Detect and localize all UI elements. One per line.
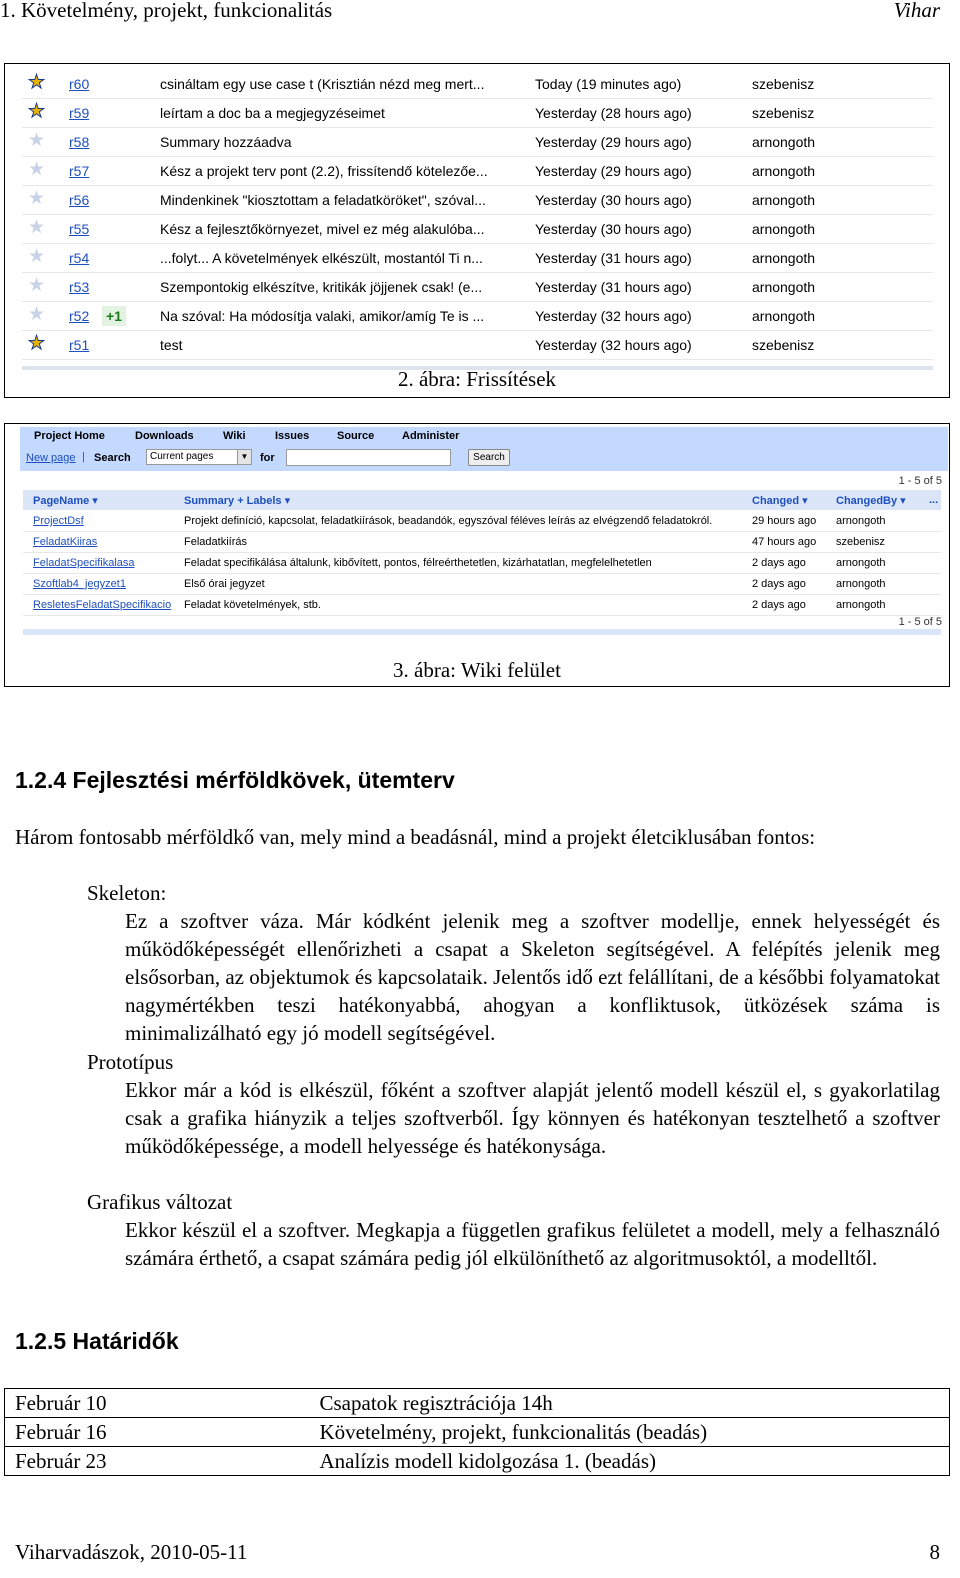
wiki-changed: 2 days ago bbox=[752, 599, 806, 611]
wiki-changed-by: arnongoth bbox=[836, 599, 886, 611]
revision-link[interactable]: r53 bbox=[69, 279, 90, 295]
update-row[interactable] bbox=[22, 331, 933, 360]
footer-team-date: Viharvadászok, 2010-05-11 bbox=[15, 1540, 248, 1564]
commit-message[interactable]: Szempontokig elkészítve, kritikák jöjjenek csak! (e... bbox=[160, 279, 483, 295]
revision-link[interactable]: r60 bbox=[69, 76, 90, 92]
col-changed[interactable]: Changed ▾ bbox=[752, 495, 808, 507]
wiki-changed: 29 hours ago bbox=[752, 515, 817, 527]
wiki-tabs-bar bbox=[20, 427, 948, 445]
wiki-changed: 2 days ago bbox=[752, 557, 806, 569]
milestone-term-graphic: Grafikus változat bbox=[87, 1190, 233, 1214]
wiki-page-link[interactable]: ProjectDsf bbox=[33, 515, 84, 527]
star-icon[interactable]: ★ bbox=[28, 217, 46, 238]
update-row[interactable] bbox=[22, 157, 933, 186]
revision-link[interactable]: r51 bbox=[69, 337, 90, 353]
commit-message[interactable]: leírtam a doc ba a megjegyzéseimet bbox=[160, 105, 385, 121]
commit-author: arnongoth bbox=[752, 308, 816, 324]
revision-link[interactable]: r52 bbox=[69, 308, 90, 324]
header-team: Vihar bbox=[893, 0, 940, 22]
wiki-page-link[interactable]: FeladatKiiras bbox=[33, 536, 98, 548]
commit-author: arnongoth bbox=[752, 250, 816, 266]
wiki-changed: 47 hours ago bbox=[752, 536, 817, 548]
update-row[interactable] bbox=[22, 99, 933, 128]
revision-link[interactable]: r57 bbox=[69, 163, 90, 179]
wiki-changed: 2 days ago bbox=[752, 578, 806, 590]
tab-issues[interactable]: Issues bbox=[275, 430, 310, 442]
for-label: for bbox=[260, 452, 275, 464]
commit-author: szebenisz bbox=[752, 337, 815, 353]
revision-link[interactable]: r58 bbox=[69, 134, 90, 150]
page-scope-select[interactable] bbox=[146, 449, 252, 465]
star-icon[interactable]: ★ bbox=[28, 304, 46, 325]
commit-author: arnongoth bbox=[752, 221, 816, 237]
tab-project-home[interactable]: Project Home bbox=[34, 430, 105, 442]
commit-message[interactable]: ...folyt... A követelmények elkészült, mostantól Ti n... bbox=[160, 250, 483, 266]
updates-list bbox=[22, 70, 933, 366]
commit-message[interactable]: Na szóval: Ha módosítja valaki, amikor/amíg Te is ... bbox=[160, 308, 485, 324]
wiki-page-summary: Feladat specifikálása általunk, kibővített, pontos, félreérthetetlen, kizárhatatlan, megfelelhetetlen bbox=[184, 557, 652, 569]
update-row[interactable] bbox=[22, 70, 933, 99]
result-count-bottom: 1 - 5 of 5 bbox=[898, 616, 942, 628]
commit-time: Yesterday (30 hours ago) bbox=[535, 192, 692, 208]
deadline-task: Csapatok regisztrációja 14h bbox=[310, 1389, 950, 1418]
wiki-search-bar bbox=[20, 445, 948, 471]
commit-time: Yesterday (28 hours ago) bbox=[535, 105, 692, 121]
deadline-task: Követelmény, projekt, funkcionalitás (beadás) bbox=[310, 1418, 950, 1447]
revision-link[interactable]: r56 bbox=[69, 192, 90, 208]
wiki-changed-by: arnongoth bbox=[836, 578, 886, 590]
wiki-screenshot bbox=[20, 427, 948, 635]
commit-author: szebenisz bbox=[752, 105, 815, 121]
tab-administer[interactable]: Administer bbox=[402, 430, 460, 442]
wiki-changed-by: arnongoth bbox=[836, 557, 886, 569]
star-icon[interactable]: ★ bbox=[28, 159, 46, 180]
separator: | bbox=[82, 451, 85, 463]
col-summary[interactable]: Summary + Labels ▾ bbox=[184, 495, 291, 507]
deadline-task: Analízis modell kidolgozása 1. (beadás) bbox=[310, 1447, 950, 1476]
star-icon[interactable]: ★ bbox=[28, 72, 46, 93]
tab-wiki[interactable]: Wiki bbox=[223, 430, 246, 442]
tab-downloads[interactable]: Downloads bbox=[135, 430, 194, 442]
table-row bbox=[5, 1418, 950, 1447]
star-icon[interactable]: ★ bbox=[28, 130, 46, 151]
commit-time: Yesterday (29 hours ago) bbox=[535, 134, 692, 150]
update-row[interactable] bbox=[22, 215, 933, 244]
col-pagename[interactable]: PageName ▾ bbox=[33, 495, 98, 507]
wiki-changed-by: szebenisz bbox=[836, 536, 885, 548]
star-icon[interactable]: ★ bbox=[28, 188, 46, 209]
wiki-page-summary: Feladat követelmények, stb. bbox=[184, 599, 321, 611]
commit-message[interactable]: Kész a fejlesztőkörnyezet, mivel ez még alakulóba... bbox=[160, 221, 485, 237]
header-title: 1. Követelmény, projekt, funkcionalitás bbox=[0, 0, 333, 22]
col-changedby[interactable]: ChangedBy ▾ bbox=[836, 495, 906, 507]
section-heading-milestones: 1.2.4 Fejlesztési mérföldkövek, ütemterv bbox=[15, 767, 455, 793]
milestone-term-prototype: Prototípus bbox=[87, 1050, 174, 1074]
update-row[interactable] bbox=[22, 186, 933, 215]
table-row bbox=[23, 574, 941, 595]
commit-author: arnongoth bbox=[752, 279, 816, 295]
commit-time: Today (19 minutes ago) bbox=[535, 76, 682, 92]
table-row bbox=[23, 511, 941, 532]
wiki-page-summary: Feladatkiírás bbox=[184, 536, 247, 548]
wiki-page-summary: Első órai jegyzet bbox=[184, 578, 265, 590]
tab-source[interactable]: Source bbox=[337, 430, 375, 442]
table-row bbox=[23, 532, 941, 553]
update-row[interactable] bbox=[22, 128, 933, 157]
revision-link[interactable]: r54 bbox=[69, 250, 90, 266]
page-scope-value: Current pages bbox=[150, 451, 214, 462]
star-icon[interactable]: ★ bbox=[28, 246, 46, 267]
milestone-term-skeleton: Skeleton: bbox=[87, 881, 167, 905]
commit-message[interactable]: test bbox=[160, 337, 183, 353]
commit-author: arnongoth bbox=[752, 163, 816, 179]
wiki-table-footer bbox=[23, 629, 941, 635]
commit-message[interactable]: csináltam egy use case t (Krisztián nézd meg mert... bbox=[160, 76, 485, 92]
vote-badge: +1 bbox=[102, 306, 126, 326]
commit-time: Yesterday (31 hours ago) bbox=[535, 279, 692, 295]
table-row bbox=[5, 1389, 950, 1418]
wiki-page-summary: Projekt definíció, kapcsolat, feladatkiírások, beadandók, egyszóval féléves leírás az elvégzendő feladatokról. bbox=[184, 515, 713, 527]
figure-caption-wiki: 3. ábra: Wiki felület bbox=[393, 658, 561, 682]
star-icon[interactable]: ★ bbox=[28, 275, 46, 296]
col-more[interactable]: ... bbox=[929, 494, 939, 506]
milestone-desc-graphic: Ekkor készül el a szoftver. Megkapja a független grafikus felületet a modell, mely a felhasználó számára érthető, a csapat számára pedig jól elkülöníthető az algoritmusoktól, a modelltől. bbox=[125, 1218, 940, 1270]
commit-message[interactable]: Mindenkinek "kiosztottam a feladatköröket", szóval... bbox=[160, 192, 486, 208]
commit-time: Yesterday (29 hours ago) bbox=[535, 163, 692, 179]
new-page-link[interactable]: New page bbox=[26, 452, 76, 464]
milestone-desc-prototype: Ekkor már a kód is elkészül, főként a szoftver alapját jelentő modell készül el, s gyakorlatilag csak a grafika hiányzik a teljes szoftverből. Így könnyen és hatékonyan tesztelhető a szoftver működőképessége, a modell helyessége és hatékonysága. bbox=[125, 1078, 940, 1158]
revision-link[interactable]: r59 bbox=[69, 105, 90, 121]
revision-link[interactable]: r55 bbox=[69, 221, 90, 237]
wiki-page-link[interactable]: Szoftlab4_jegyzet1 bbox=[33, 578, 126, 590]
table-row bbox=[23, 553, 941, 574]
star-icon[interactable]: ★ bbox=[28, 333, 46, 354]
figure-wiki bbox=[4, 423, 950, 687]
search-label: Search bbox=[94, 452, 131, 464]
milestones-intro: Három fontosabb mérföldkő van, mely mind a beadásnál, mind a projekt életciklusában fontos: bbox=[15, 825, 816, 849]
figure-caption-updates: 2. ábra: Frissítések bbox=[397, 367, 557, 391]
wiki-table-header bbox=[23, 490, 941, 510]
figure-updates bbox=[4, 63, 950, 398]
search-input[interactable] bbox=[286, 449, 451, 466]
wiki-page-link[interactable]: ResletesFeladatSpecifikacio bbox=[33, 599, 172, 611]
deadline-date: Február 23 bbox=[5, 1447, 310, 1476]
commit-message[interactable]: Summary hozzáadva bbox=[160, 134, 292, 150]
commit-time: Yesterday (32 hours ago) bbox=[535, 308, 692, 324]
wiki-page-link[interactable]: FeladatSpecifikalasa bbox=[33, 557, 135, 569]
deadlines-table bbox=[4, 1388, 950, 1476]
commit-author: arnongoth bbox=[752, 192, 816, 208]
wiki-changed-by: arnongoth bbox=[836, 515, 886, 527]
update-row[interactable] bbox=[22, 302, 933, 331]
result-count-top: 1 - 5 of 5 bbox=[898, 475, 942, 487]
table-row bbox=[23, 595, 941, 616]
section-heading-deadlines: 1.2.5 Határidők bbox=[15, 1328, 179, 1354]
page-number: 8 bbox=[929, 1540, 940, 1564]
deadline-date: Február 16 bbox=[5, 1418, 310, 1447]
milestone-desc-skeleton: Ez a szoftver váza. Már kódként jelenik meg a szoftver modellje, ennek helyességét és működőképességét ellenőrizheti a csapat a Skeleton segítségével. A felépítés jelenik meg elsősorban, az objektumok és kapcsolataik. Jelentős idő ezt felállítani, de a későbbi folyamatokat nagymértékben teszi hatékonyabbá, ahogyan a konfliktusok, ütközések száma is minimalizálható egy jó modell segítségével. bbox=[125, 909, 940, 1045]
commit-time: Yesterday (31 hours ago) bbox=[535, 250, 692, 266]
chevron-down-icon: ▼ bbox=[237, 450, 251, 464]
commit-message[interactable]: Kész a projekt terv pont (2.2), frissítendő kötelezőe... bbox=[160, 163, 488, 179]
star-icon[interactable]: ★ bbox=[28, 101, 46, 122]
wiki-list bbox=[20, 471, 948, 635]
commit-time: Yesterday (30 hours ago) bbox=[535, 221, 692, 237]
table-row bbox=[5, 1447, 950, 1476]
commit-author: arnongoth bbox=[752, 134, 816, 150]
commit-time: Yesterday (32 hours ago) bbox=[535, 337, 692, 353]
commit-author: szebenisz bbox=[752, 76, 815, 92]
update-row[interactable] bbox=[22, 244, 933, 273]
search-button[interactable]: Search bbox=[468, 449, 510, 466]
update-row[interactable] bbox=[22, 273, 933, 302]
deadline-date: Február 10 bbox=[5, 1389, 310, 1418]
